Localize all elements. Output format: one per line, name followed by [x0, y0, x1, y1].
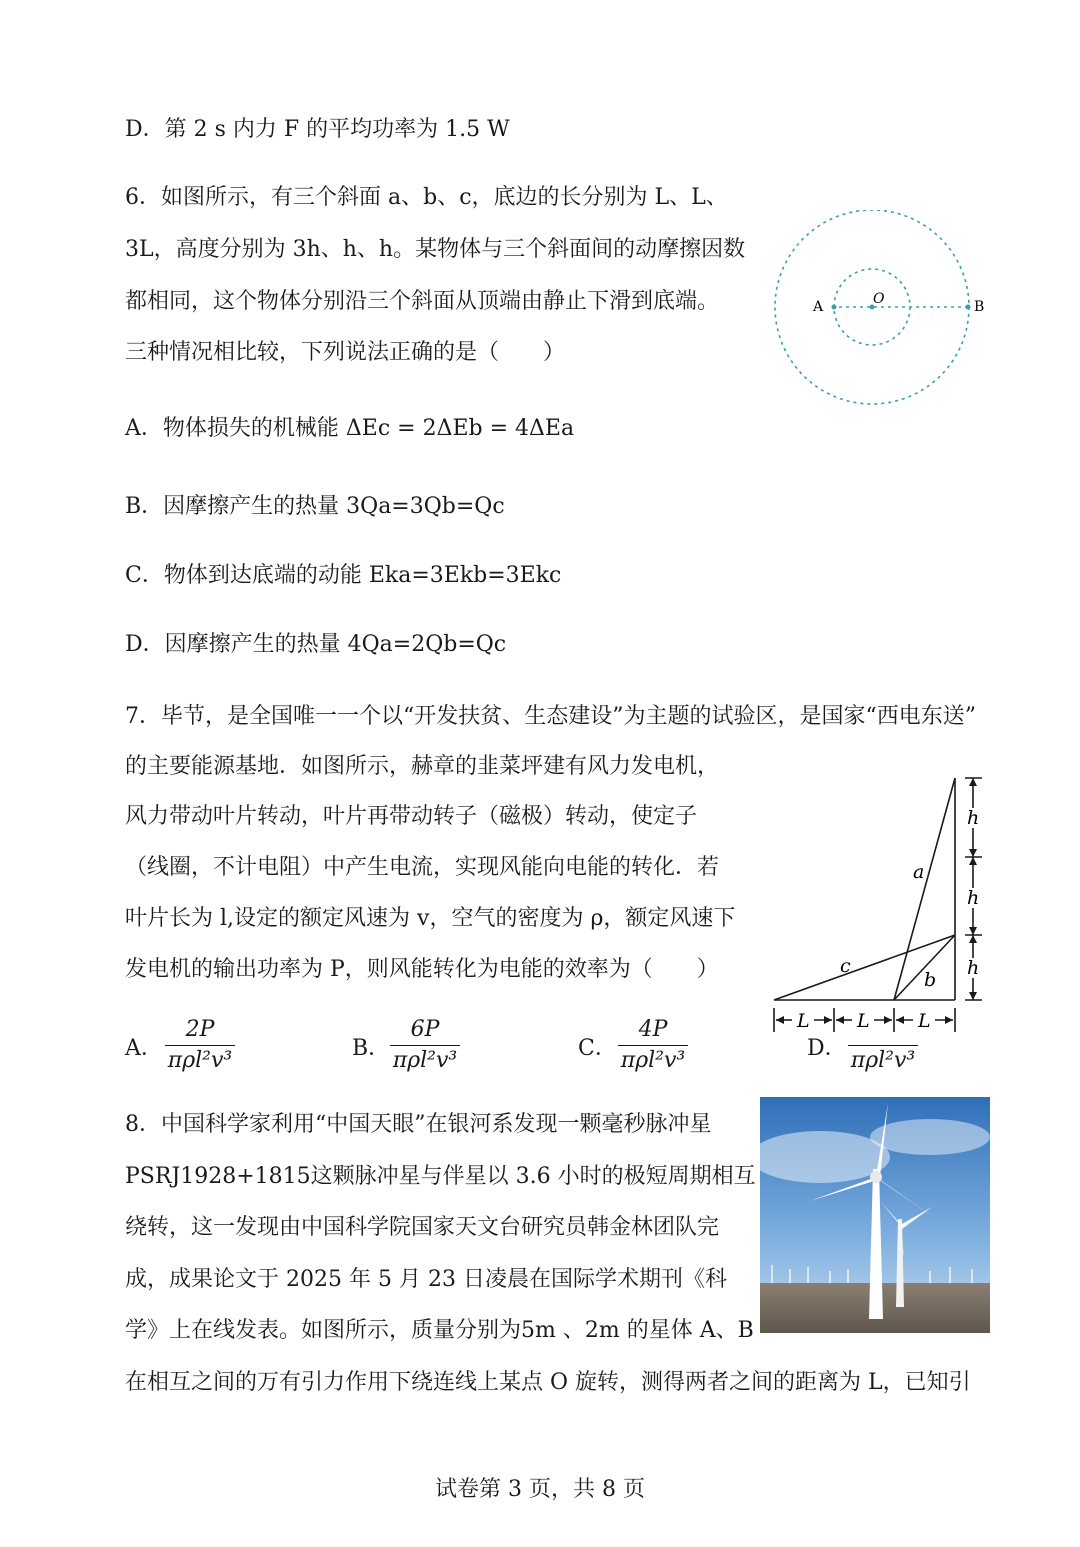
q6-stem-line-4: 三种情况相比较，下列说法正确的是（ ）	[125, 340, 566, 365]
q8-stem-line-5: 学》上在线发表。如图所示，质量分别为5m 、2m 的星体 A、B	[125, 1318, 754, 1343]
page-footer: 试卷第 3 页，共 8 页	[435, 1477, 645, 1502]
star-b-dot	[966, 305, 971, 310]
label-b: B	[974, 299, 985, 315]
q6-option-d: D．因摩擦产生的热量 4Qa=2Qb=Qc	[125, 632, 507, 657]
q6-stem-line-1: 6．如图所示，有三个斜面 a、b、c，底边的长分别为 L、L、	[125, 185, 728, 210]
q6-stem-line-3: 都相同，这个物体分别沿三个斜面从顶端由静止下滑到底端。	[125, 289, 720, 314]
q7-stem-line-3: 风力带动叶片转动，叶片再带动转子（磁极）转动，使定子	[125, 804, 698, 829]
q7-option-c-denominator: πρl²v³	[620, 1048, 686, 1073]
label-a: A	[813, 299, 824, 315]
label-h-bottom: h	[967, 957, 980, 979]
q7-option-b-denominator: πρl²v³	[392, 1048, 458, 1073]
label-c: c	[840, 955, 851, 977]
q8-stem-line-4: 成，成果论文于 2025 年 5 月 23 日凌晨在国际学术期刊《科	[125, 1267, 727, 1292]
label-h-middle: h	[967, 887, 980, 909]
q6-stem-line-2: 3L，高度分别为 3h、h、h。某物体与三个斜面间的动摩擦因数	[125, 237, 746, 262]
q7-option-a-numerator: 2P	[165, 1015, 235, 1046]
q8-stem-line-2: PSRJ1928+1815这颗脉冲星与伴星以 3.6 小时的极短周期相互	[125, 1164, 756, 1189]
q7-option-c-numerator: 4P	[618, 1015, 688, 1046]
q6-option-b: B．因摩擦产生的热量 3Qa=3Qb=Qc	[125, 494, 505, 519]
label-b: b	[924, 969, 937, 991]
label-l-1: L	[797, 1010, 810, 1032]
q6-option-a: A．物体损失的机械能 ΔEc = 2ΔEb = 4ΔEa	[125, 416, 575, 441]
label-o: O	[873, 291, 885, 307]
incline-figure	[770, 770, 990, 1040]
label-h-top: h	[967, 807, 980, 829]
label-a: a	[913, 861, 925, 883]
q7-stem-line-2: 的主要能源基地．如图所示，赫章的韭菜坪建有风力发电机，	[125, 754, 720, 779]
q7-option-d-label: D．	[807, 1036, 847, 1061]
q5-option-d: D．第 2 s 内力 F 的平均功率为 1.5 W	[125, 117, 510, 142]
q7-stem-line-6: 发电机的输出功率为 P，则风能转化为电能的效率为（ ）	[125, 957, 719, 982]
q7-option-c-label: C．	[578, 1036, 617, 1061]
q6-option-c: C．物体到达底端的动能 Eka=3Ekb=3Ekc	[125, 563, 562, 588]
q8-stem-line-3: 绕转，这一发现由中国科学院国家天文台研究员韩金林团队完	[125, 1215, 720, 1240]
q7-option-d-denominator: πρl²v³	[850, 1048, 916, 1073]
q7-stem-line-5: 叶片长为 l,设定的额定风速为 v，空气的密度为 ρ，额定风速下	[125, 906, 736, 931]
q7-option-a-denominator: πρl²v³	[167, 1048, 233, 1073]
q8-stem-line-1: 8．中国科学家利用“中国天眼”在银河系发现一颗毫秒脉冲星	[125, 1112, 712, 1137]
q8-stem-line-6: 在相互之间的万有引力作用下绕连线上某点 O 旋转，测得两者之间的距离为 L，已知引	[125, 1370, 971, 1395]
q7-option-b-numerator: 6P	[390, 1015, 460, 1046]
q7-option-b-label: B．	[352, 1036, 391, 1061]
q7-stem-line-4: （线圈，不计电阻）中产生电流，实现风能向电能的转化．若	[125, 855, 720, 880]
label-l-2: L	[857, 1010, 870, 1032]
star-a-dot	[832, 305, 837, 310]
binary-star-circle-figure	[770, 210, 1000, 410]
q7-option-c-fraction	[618, 1015, 688, 1076]
q7-option-a-label: A．	[125, 1036, 163, 1061]
wind-turbine-photo	[760, 1097, 990, 1333]
q7-option-b-fraction	[390, 1015, 460, 1076]
q7-option-a-fraction	[165, 1015, 235, 1076]
label-l-3: L	[918, 1010, 931, 1032]
q7-stem-line-1: 7．毕节，是全国唯一一个以“开发扶贫、生态建设”为主题的试验区，是国家“西电东送”	[125, 704, 976, 729]
